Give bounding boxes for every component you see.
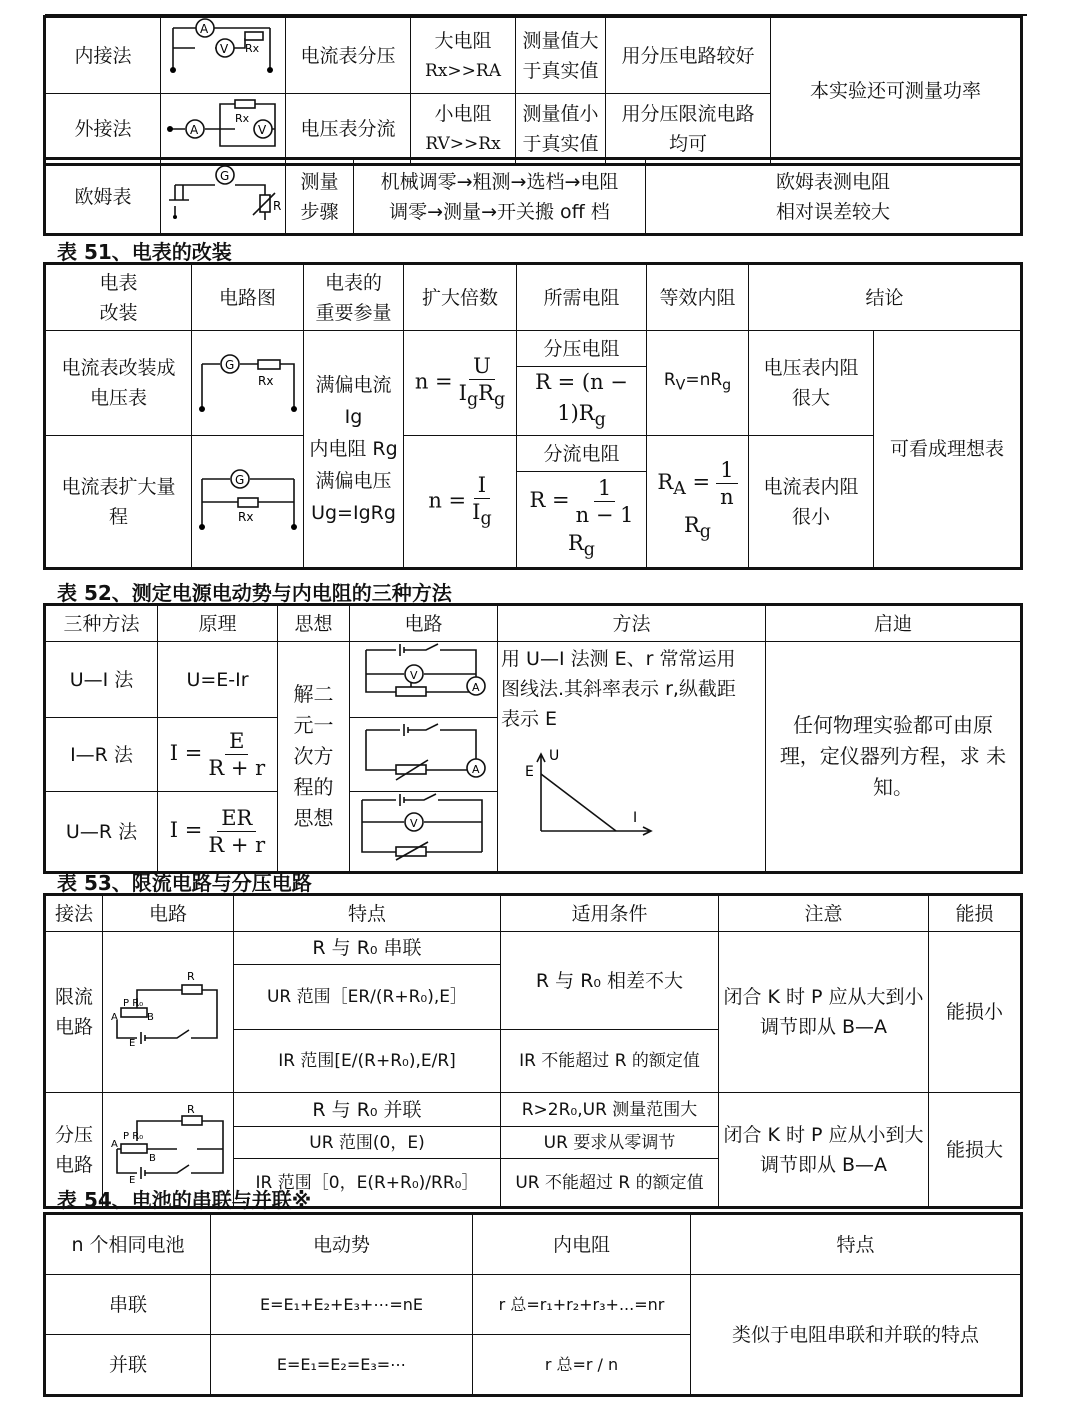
ur-method-circuit-icon <box>356 792 492 862</box>
insight-text: 任何物理实验都可由原 <box>793 713 993 737</box>
column-header: 启迪 <box>766 606 1021 642</box>
inner-connection-circuit-icon <box>165 18 281 84</box>
svg-text:R: R <box>187 969 195 983</box>
voltmeter-conversion-circuit-icon <box>196 339 300 419</box>
svg-text:V: V <box>409 817 418 830</box>
svg-text:Rx: Rx <box>245 42 260 55</box>
svg-text:V: V <box>409 669 418 682</box>
column-header: 能损 <box>929 896 1021 932</box>
param-ig: Ig <box>344 406 363 429</box>
circuit-diagram <box>161 94 286 164</box>
svg-text:R: R <box>187 1105 195 1116</box>
column-header: 内电阻 <box>473 1215 691 1275</box>
row-label-cont: 电路 <box>54 1016 93 1038</box>
row-label-cont: 电压表 <box>89 387 147 410</box>
conclusion: 电压表内阻 <box>763 357 859 380</box>
svg-text:E: E <box>129 1175 136 1185</box>
svg-text:G: G <box>220 169 230 183</box>
idea-line: 思想 <box>293 806 334 830</box>
method-text: 表示 E <box>501 708 558 730</box>
outer-connection-circuit-icon <box>165 94 281 154</box>
conclusion: 电流表内阻 <box>763 475 859 498</box>
table-50 <box>45 17 1021 164</box>
insight-text: 理，定仪器列方程，求 未 <box>779 744 1007 768</box>
column-header: 电表的 <box>324 271 382 294</box>
method-cell: 内接法 <box>46 18 161 94</box>
svg-text:U: U <box>549 748 560 764</box>
feature: R 与 R₀ 并联 <box>234 1093 501 1127</box>
method-text: 用 U—I 法测 E、r 常常运用 <box>501 648 736 670</box>
current-limiting-circuit-icon <box>107 968 229 1048</box>
conclusion-cont: 很大 <box>791 387 830 410</box>
column-header: 电路 <box>103 896 234 932</box>
usage: 用分压限流电路 <box>621 102 755 125</box>
principle-formula: I = $\frac{ER}{R + r}$ <box>158 792 278 872</box>
row-label: 并联 <box>46 1335 211 1395</box>
principle-formula: I = $\frac{E}{R + r}$ <box>158 718 278 792</box>
emf: E=E₁+E₂+E₃+⋯=nE <box>211 1275 473 1335</box>
idea-line: 次方 <box>293 744 334 768</box>
feature: IR 范围［0，E(R+R₀)/RR₀］ <box>234 1159 501 1207</box>
ui-method-circuit-icon <box>356 642 492 708</box>
usage-cont: 均可 <box>668 132 707 155</box>
condition-formula: RV>>Rx <box>425 133 501 154</box>
steps-label-cont: 步骤 <box>300 200 339 223</box>
column-header: n 个相同电池 <box>46 1215 211 1275</box>
ui-graph-icon <box>521 746 661 836</box>
internal-resistance: r 总=r / n <box>473 1335 691 1395</box>
idea-line: 程的 <box>293 775 334 799</box>
column-header: 电表 <box>99 271 138 294</box>
condition: 小电阻 <box>434 102 492 125</box>
table-54-caption: 表 54、电池的串联与并联※ <box>57 1188 312 1212</box>
top-border <box>45 14 1027 16</box>
row-label: I—R 法 <box>46 718 158 792</box>
error-source: 电压表分流 <box>286 94 411 164</box>
ammeter-conversion-circuit-icon <box>196 457 300 537</box>
param-full-scale-current: 满偏电流 <box>315 374 392 397</box>
svg-text:P R₀: P R₀ <box>123 997 144 1009</box>
svg-text:B: B <box>149 1153 156 1164</box>
column-header: 接法 <box>46 896 103 932</box>
table-row <box>46 642 1021 718</box>
table-header-row <box>46 1215 1021 1275</box>
note-cont: 调节即从 B—A <box>759 1153 888 1176</box>
svg-text:P R₀: P R₀ <box>123 1131 144 1142</box>
column-header: 结论 <box>749 265 1021 331</box>
result-cont: 于真实值 <box>522 132 599 155</box>
svg-text:V: V <box>220 42 229 56</box>
result-cont: 于真实值 <box>522 59 599 82</box>
table-54 <box>45 1214 1021 1395</box>
conclusion-cont: 很小 <box>791 505 830 528</box>
column-header: 方法 <box>498 606 766 642</box>
column-header-cont: 重要参量 <box>315 301 392 324</box>
param-ug: Ug=IgRg <box>311 502 396 525</box>
equivalent-resistance: $R_V=nR_g$ <box>647 331 749 436</box>
error-source: 电流表分压 <box>286 18 411 94</box>
table-header-row <box>46 606 1021 642</box>
resistor-formula: R = $\frac{1}{n - 1}$ $R_g$ <box>517 472 647 568</box>
column-header: 电路图 <box>192 265 304 331</box>
note-cont: 调节即从 B—A <box>759 1016 888 1038</box>
table-52 <box>45 605 1021 872</box>
feature: 类似于电阻串联和并联的特点 <box>691 1275 1021 1395</box>
column-header: 电动势 <box>211 1215 473 1275</box>
svg-text:E: E <box>129 1037 136 1048</box>
table-header-row <box>46 265 1021 331</box>
circuit-diagram <box>192 436 304 568</box>
column-header: 电路 <box>350 606 498 642</box>
svg-text:A: A <box>471 763 480 776</box>
condition: 大电阻 <box>434 29 492 52</box>
steps-label: 测量 <box>300 170 339 193</box>
equivalent-resistance: $R_A$ = $\frac{1}{n}$ $R_g$ <box>647 436 749 568</box>
svg-text:A: A <box>200 22 209 36</box>
column-header: 特点 <box>234 896 501 932</box>
table-row <box>46 18 1021 94</box>
method-cell: 外接法 <box>46 94 161 164</box>
insight-text: 知。 <box>873 775 913 799</box>
internal-resistance: r 总=r₁+r₂+r₃+...=nr <box>473 1275 691 1335</box>
condition: R 与 R₀ 相差不大 <box>501 932 719 1030</box>
table-row <box>46 160 1021 234</box>
svg-text:A: A <box>111 1139 118 1150</box>
circuit-diagram <box>103 932 234 1093</box>
column-header: 等效内阻 <box>647 265 749 331</box>
column-header: 扩大倍数 <box>404 265 517 331</box>
svg-text:G: G <box>224 357 234 372</box>
table-53 <box>45 895 1021 1207</box>
circuit-diagram <box>192 331 304 436</box>
circuit-diagram <box>350 792 498 872</box>
circuit-diagram <box>350 718 498 792</box>
row-label: U—R 法 <box>46 792 158 872</box>
column-header: 三种方法 <box>46 606 158 642</box>
svg-text:Rx: Rx <box>257 373 273 388</box>
emf: E=E₁=E₂=E₃=⋯ <box>211 1335 473 1395</box>
condition-formula: Rx>>RA <box>425 60 501 81</box>
circuit-diagram <box>161 18 286 94</box>
table-row <box>46 1093 1021 1127</box>
condition: IR 不能超过 R 的额定值 <box>501 1030 719 1093</box>
table-row <box>46 1275 1021 1335</box>
column-header-cont: 改装 <box>99 301 138 324</box>
column-header: 适用条件 <box>501 896 719 932</box>
resistor-formula: $R = (n - 1)R_g$ <box>517 367 647 436</box>
table-row <box>46 932 1021 965</box>
svg-text:B: B <box>147 1011 154 1023</box>
row-label: 分压 <box>54 1123 93 1146</box>
circuit-diagram <box>350 642 498 718</box>
steps: 机械调零→粗测→选档→电阻 <box>380 170 619 193</box>
svg-text:V: V <box>258 123 267 137</box>
column-header: 注意 <box>719 896 929 932</box>
row-label: 电流表改装成 <box>61 357 176 380</box>
row-label-cont: 电路 <box>54 1153 93 1176</box>
power-note: 本实验还可测量功率 <box>771 18 1021 164</box>
feature: R 与 R₀ 串联 <box>234 932 501 965</box>
svg-text:Rx: Rx <box>235 112 250 125</box>
idea-line: 解二 <box>293 682 334 706</box>
svg-text:A: A <box>111 1011 118 1023</box>
column-header: 思想 <box>278 606 350 642</box>
result: 测量值小 <box>522 102 599 125</box>
feature: IR 范围[E/(R+R₀),E/R] <box>234 1030 501 1093</box>
svg-text:A: A <box>471 681 480 694</box>
svg-text:Rx: Rx <box>237 510 253 525</box>
condition: UR 不能超过 R 的额定值 <box>501 1159 719 1207</box>
usage: 用分压电路较好 <box>606 18 771 94</box>
multiplier-formula: n = $\frac{I}{I_g}$ <box>404 436 517 568</box>
feature: UR 范围(0，E) <box>234 1127 501 1159</box>
resistor-type: 分压电阻 <box>517 331 647 367</box>
svg-text:A: A <box>190 123 199 137</box>
table-51 <box>45 264 1021 568</box>
final-conclusion: 可看成理想表 <box>874 331 1021 568</box>
row-label: 电流表扩大量 <box>61 475 176 498</box>
row-label: U—I 法 <box>46 642 158 718</box>
resistor-type: 分流电阻 <box>517 436 647 472</box>
principle: U=E-Ir <box>158 642 278 718</box>
table-50-ohm <box>45 159 1021 234</box>
result: 测量值大 <box>522 29 599 52</box>
ohm-note-cont: 相对误差较大 <box>775 200 890 223</box>
method-cell: 欧姆表 <box>46 160 161 234</box>
energy-loss: 能损小 <box>929 932 1021 1093</box>
energy-loss: 能损大 <box>929 1093 1021 1207</box>
row-label: 限流 <box>54 986 93 1008</box>
column-header: 所需电阻 <box>517 265 647 331</box>
method-text: 图线法.其斜率表示 r,纵截距 <box>501 678 736 700</box>
table-53-caption: 表 53、限流电路与分压电路 <box>57 871 312 895</box>
svg-text:R: R <box>273 199 281 213</box>
svg-text:G: G <box>234 473 244 488</box>
param-full-scale-voltage: 满偏电压 <box>315 470 392 493</box>
svg-text:I: I <box>633 810 638 826</box>
ir-method-circuit-icon <box>356 718 492 782</box>
column-header: 特点 <box>691 1215 1021 1275</box>
condition: UR 要求从零调节 <box>501 1127 719 1159</box>
note: 闭合 K 时 P 应从小到大 <box>723 1123 924 1146</box>
column-header: 原理 <box>158 606 278 642</box>
table-row <box>46 331 1021 367</box>
voltage-divider-circuit-icon <box>107 1105 229 1185</box>
circuit-diagram <box>161 160 286 234</box>
table-header-row <box>46 896 1021 932</box>
table-52-caption: 表 52、测定电源电动势与内电阻的三种方法 <box>57 581 452 605</box>
ohmmeter-circuit-icon <box>165 160 281 224</box>
table-51-caption: 表 51、电表的改装 <box>57 240 232 264</box>
ohm-note: 欧姆表测电阻 <box>775 170 890 193</box>
steps-cont: 调零→测量→开关搬 off 档 <box>389 200 610 223</box>
feature: UR 范围［ER/(R+R₀),E］ <box>234 965 501 1030</box>
idea-line: 元一 <box>293 713 334 737</box>
param-internal-resistance: 内电阻 Rg <box>309 438 398 461</box>
multiplier-formula: n = $\frac{U}{I_gR_g}$ <box>404 331 517 436</box>
svg-text:E: E <box>525 764 534 780</box>
condition: R>2R₀,UR 测量范围大 <box>501 1093 719 1127</box>
row-label: 串联 <box>46 1275 211 1335</box>
row-label-cont: 程 <box>108 505 128 528</box>
note: 闭合 K 时 P 应从大到小 <box>723 986 924 1008</box>
